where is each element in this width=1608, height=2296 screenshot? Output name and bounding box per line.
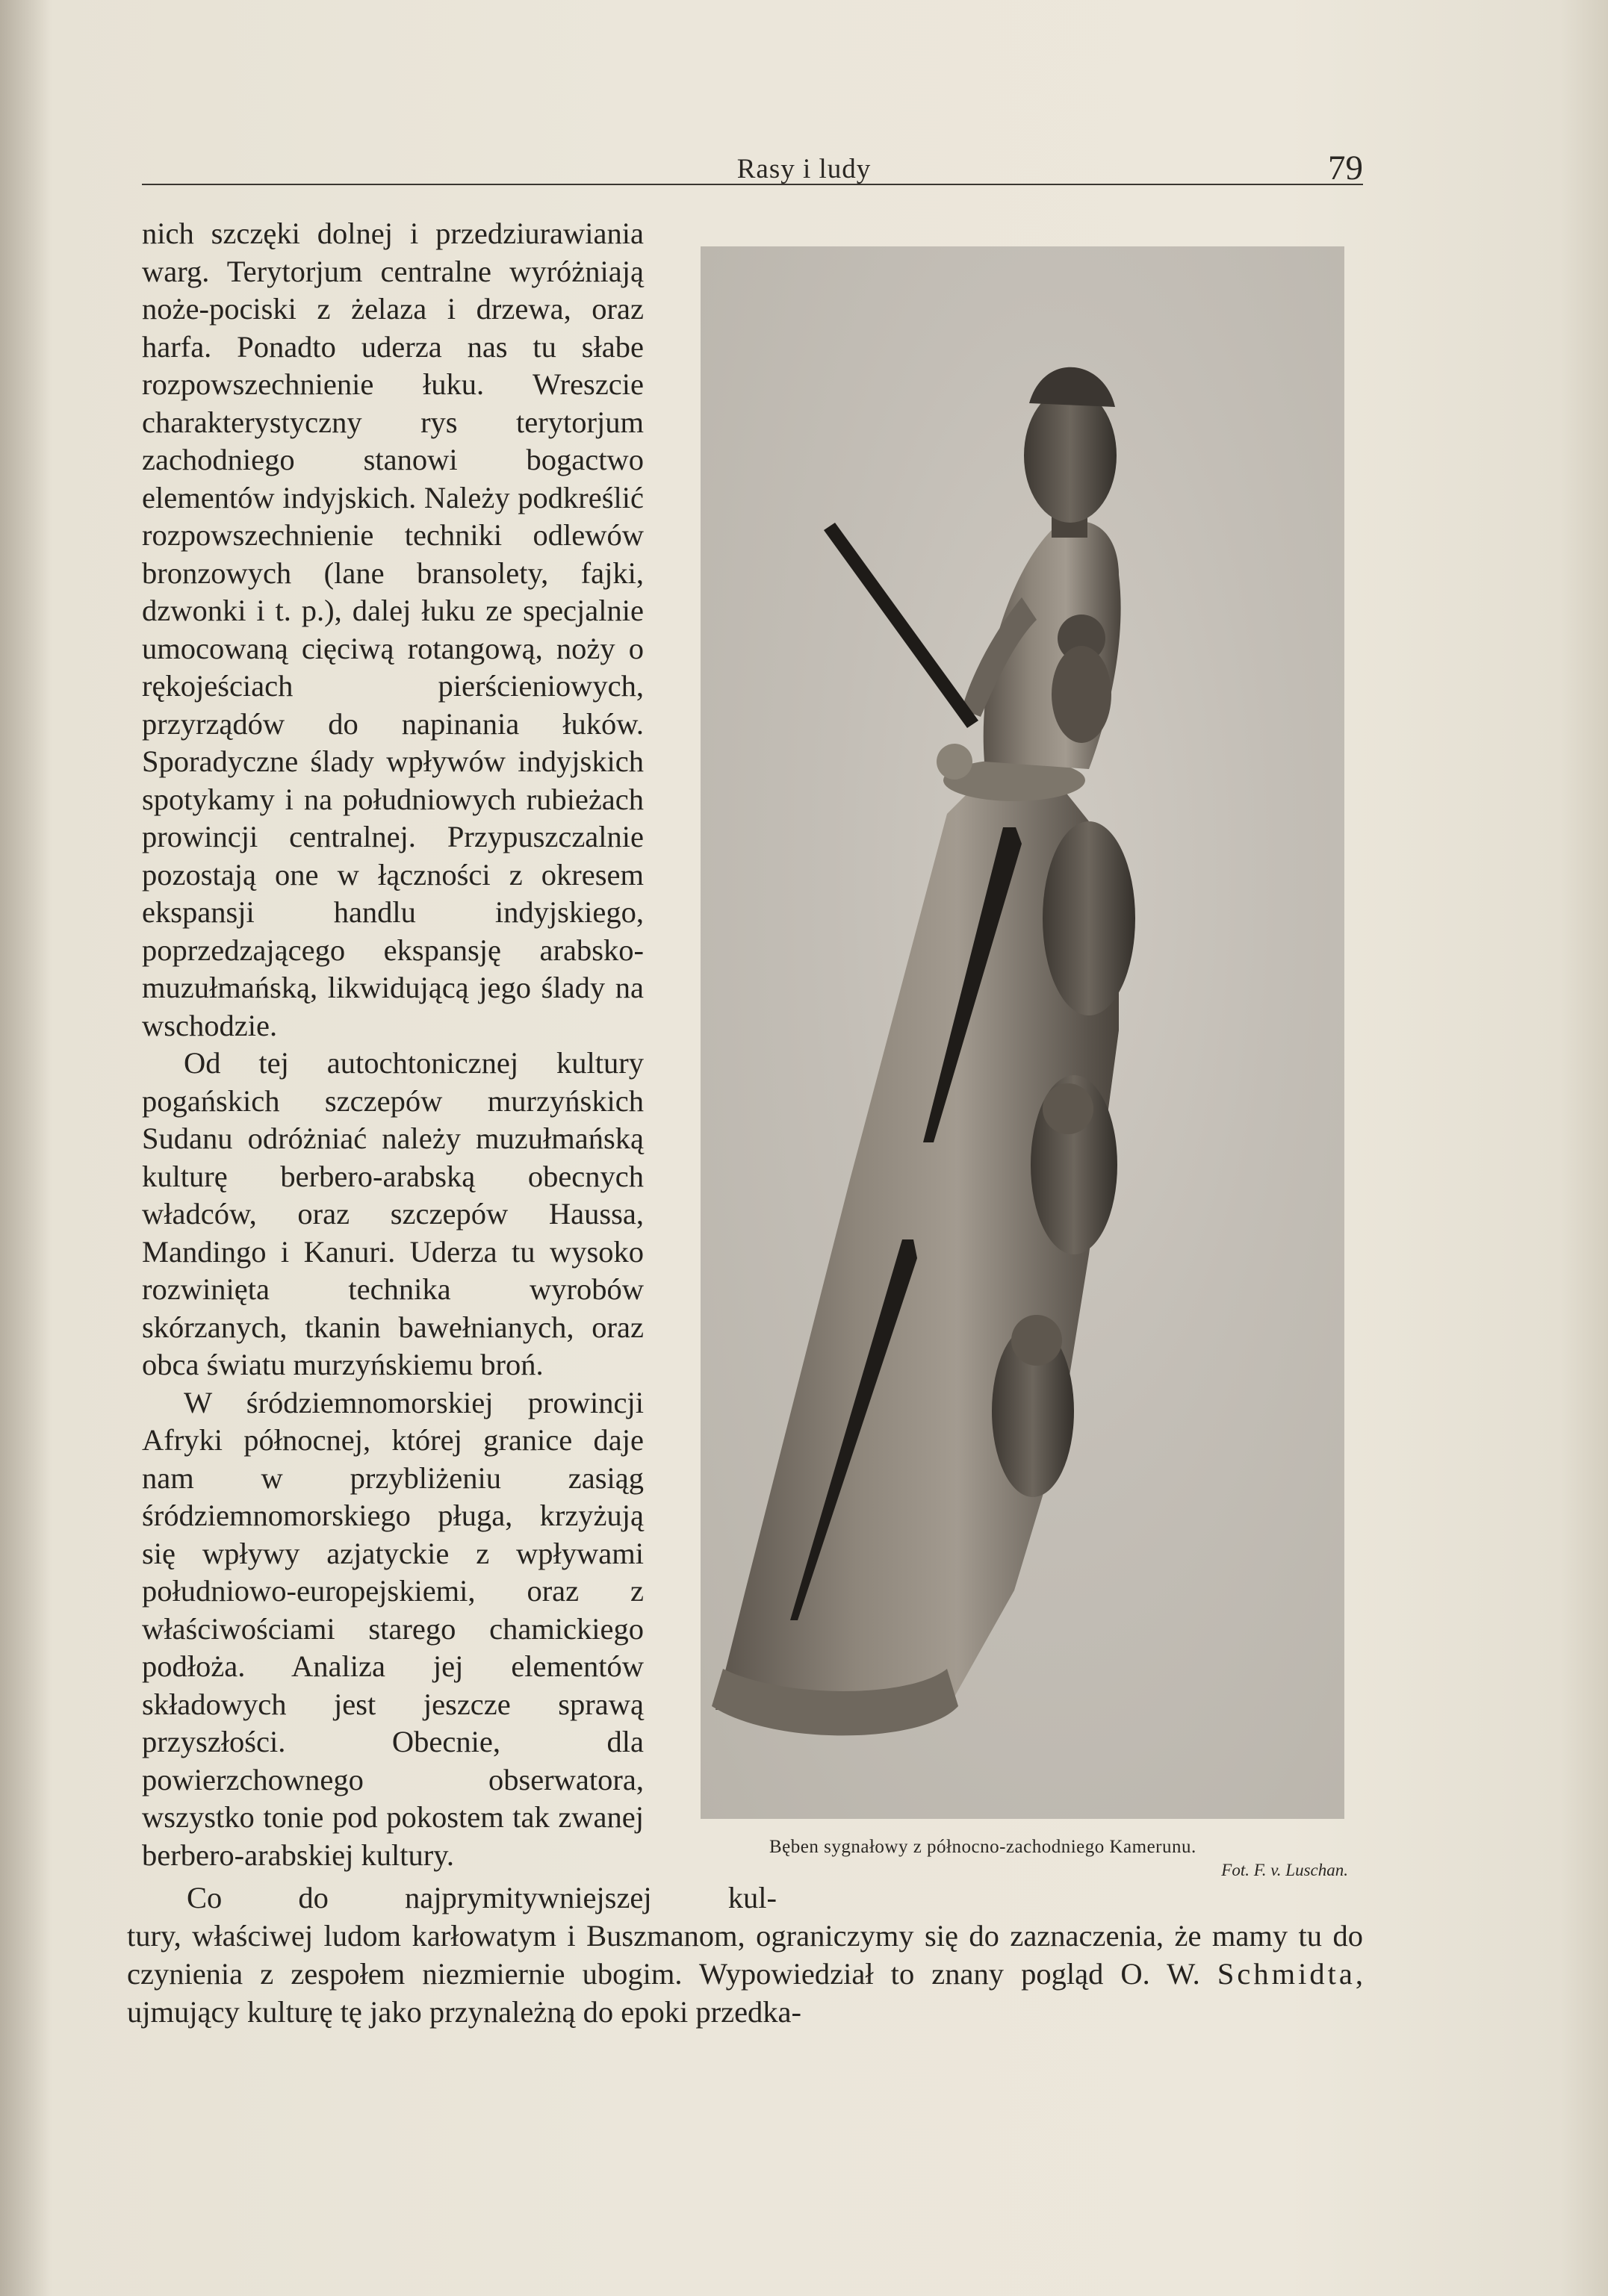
full-width-text: [127, 1879, 1363, 2031]
carved-drum-illustration: [701, 246, 1344, 1819]
full-width-paragraph: [127, 1917, 1363, 2031]
page-number: 79: [1328, 149, 1363, 187]
figure-caption: Bęben sygnałowy z północno-zachodniego Kamerunu.: [769, 1837, 1196, 1857]
header-rule: [142, 184, 1363, 185]
author-name-spaced: Schmidta: [1217, 1957, 1356, 1991]
paragraph-3: W śródziemnomorskiej prowincji Afryki północnej, której granice daje nam w przybliżeniu zasiąg śródziemnomorskiego pługa, krzyżują się wpływy azjatyckie z wpływami południowo-europejskiemi, oraz z właściwościami starego chamickiego podłoża. Analiza jej elementów składowych jest jeszcze sprawą przyszłości. Obecnie, dla powierzchownego obserwatora, wszystko tonie pod pokostem tak zwanej berbero-arabskiej kultury.: [142, 1385, 644, 1872]
paragraph-1: nich szczęki dolnej i przedziurawiania warg. Terytorjum centralne wyróżniają noże-pociski z żelaza i drzewa, oraz harfa. Ponadto uderza nas tu słabe rozpowszechnienie łuku. Wreszcie charakterystyczny rys terytorjum zachodniego stanowi bogactwo elementów indyjskich. Należy podkreślić rozpowszechnienie techniki odlewów bronzowych (lane bransolety, fajki, dzwonki i t. p.), dalej łuku ze specjalnie umocowaną cięciwą rotangową, noży o rękojeściach pierścieniowych, przyrządów do napinania łuków. Sporadyczne ślady wpływów indyjskich spotykamy i na południowych rubieżach prowincji centralnej. Przypuszczalnie pozostają one w łączności z okresem ekspansji handlu indyjskiego, poprzedzającego ekspansję arabsko-muzułmańską, likwidującą jego ślady na wschodzie.: [142, 217, 644, 1042]
paragraph-2: Od tej autochtonicznej kultury pogańskich szczepów murzyńskich Sudanu odróżniać należy muzułmańską kulturę berbero-arabską obecnych władców, oraz szczepów Haussa, Mandingo i Kanuri. Uderza tu wysoko rozwinięta technika wyrobów skórzanych, tkanin bawełnianych, oraz obca światu murzyńskiemu broń.: [142, 1046, 644, 1381]
text-after-name: , ujmujący kulturę tę jako przynależną do epoki przedka-: [127, 1957, 1363, 2029]
drum-photograph: [701, 246, 1344, 1819]
full-width-first-line: Co do najprymitywniejszej kul-: [187, 1881, 777, 1914]
text-before-name: tury, właściwej ludom karłowatym i Buszmanom, ograniczymy się do zaznaczenia, że mamy tu do czynienia z zespołem niezmiernie ubogim. Wypowiedział to znany pogląd O. W.: [127, 1919, 1363, 1991]
left-column-text: [142, 215, 644, 1874]
running-head: Rasy i ludy: [736, 154, 872, 184]
spine-shadow: [0, 0, 52, 2296]
photo-credit: Fot. F. v. Luschan.: [1221, 1861, 1348, 1879]
